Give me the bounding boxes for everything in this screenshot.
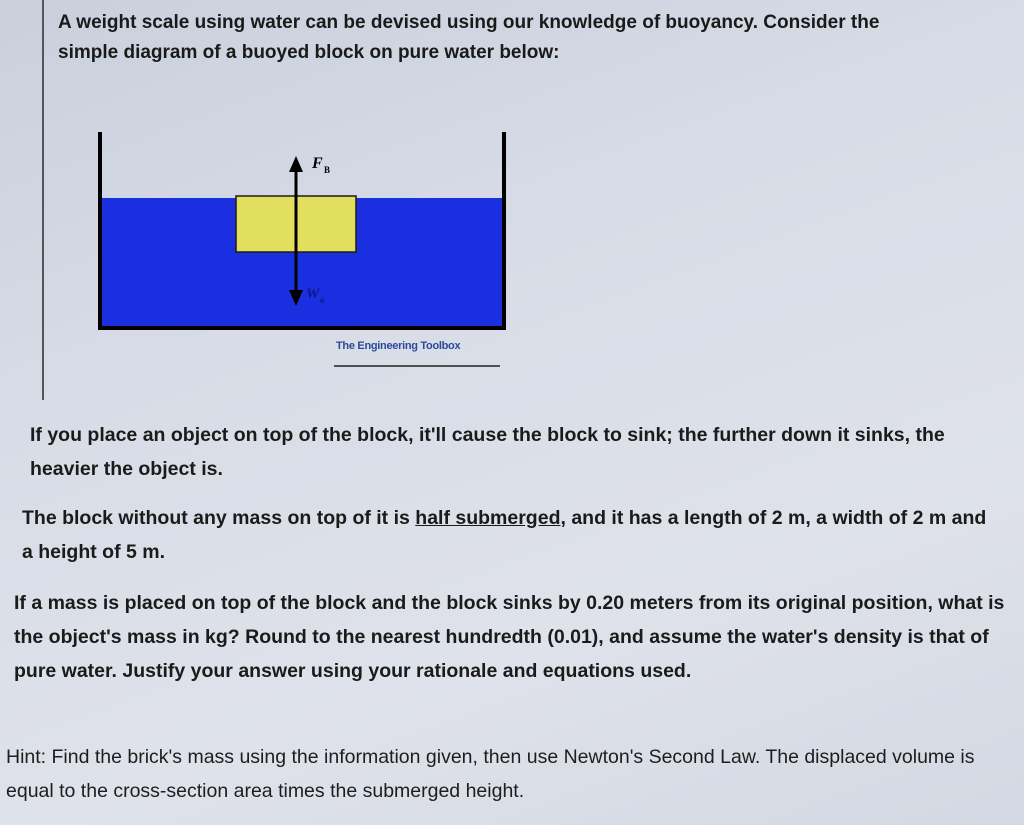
intro-text — [58, 8, 988, 68]
paragraph-block-dimensions — [22, 501, 1002, 569]
paragraph-question — [14, 586, 1014, 688]
buoyant-force-subscript: B — [324, 165, 331, 175]
weight-label: W — [306, 286, 320, 302]
intro-line-1: A weight scale using water can be devised using our knowledge of buoyancy. Consider the — [58, 12, 880, 33]
p3-text-part1: If a mass is placed on top of the block and the block sinks by 0.20 meters from its original position, — [14, 592, 939, 614]
p3-text-part3: Round to the nearest hundredth (0.01), and assume the water's density is that of pure water. Justify your answer using your rationale and equations used. — [14, 626, 989, 682]
margin-rule — [42, 0, 44, 400]
p2-text-before: The block without any mass on top of it is — [22, 507, 416, 529]
buoyant-force-arrowhead — [289, 156, 303, 172]
p2-text-after: , and it has a length of 2 m, a width of 2 m and a height of 5 m. — [22, 507, 987, 563]
question-emphasis: what is the object's mass in kg? — [14, 592, 1005, 648]
diagram-credit: The Engineering Toolbox — [336, 340, 461, 352]
paragraph-sinking: If you place an object on top of the block, it'll cause the block to sink; the further down it sinks, the heavier the object is. — [30, 424, 945, 480]
weight-subscript: o — [320, 295, 325, 305]
paragraph-hint: Hint: Find the brick's mass using the information given, then use Newton's Second Law. The displaced volume is equal to the cross-section area times the submerged height. — [6, 746, 975, 802]
half-submerged-text: half submerged — [415, 507, 561, 529]
intro-line-2: simple diagram of a buoyed block on pure water below: — [58, 42, 560, 63]
buoyant-force-label: F — [312, 155, 323, 172]
